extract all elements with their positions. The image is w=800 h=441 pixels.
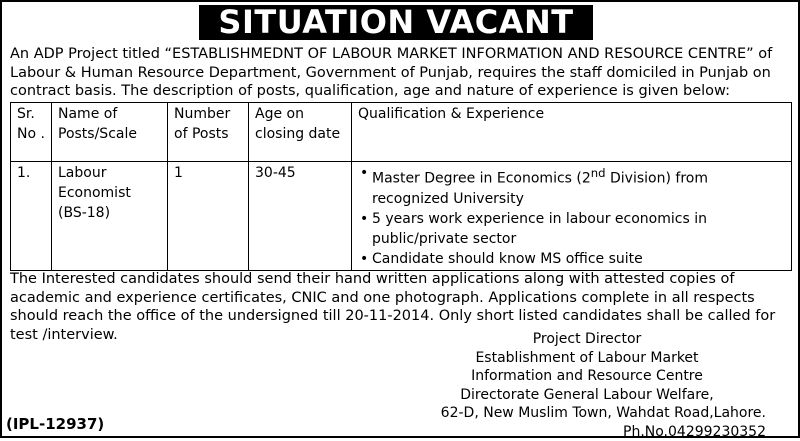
ipl-reference: (IPL-12937) (6, 415, 104, 433)
situation-vacant-banner: SITUATION VACANT (199, 5, 593, 40)
qualification-text: Master Degree in Economics (2 (372, 171, 591, 187)
cell-post-name: Labour Economist (BS-18) (52, 162, 168, 271)
signatory-address: 62-D, New Muslim Town, Wahdat Road,Lahore. (382, 404, 792, 423)
header-age: Age on closing date (249, 103, 352, 162)
qualification-item (372, 163, 785, 209)
signatory-org-line: Information and Resource Centre (382, 367, 792, 386)
table-header-row (11, 103, 792, 162)
cell-number-of-posts: 1 (168, 162, 249, 271)
posts-table (10, 102, 792, 271)
ordinal-suffix: nd (591, 166, 606, 180)
qualification-item: • Candidate should know MS office suite (372, 249, 785, 269)
signature-block (382, 330, 792, 441)
cell-sr-no: 1. (11, 162, 52, 271)
signatory-phone: Ph.No.04299230352 (382, 423, 792, 441)
qualification-list (358, 163, 785, 269)
qualification-text: Division) from recognized University (372, 171, 708, 207)
signatory-org-line: Directorate General Labour Welfare, (382, 386, 792, 405)
qualification-item: • 5 years work experience in labour economics in public/private sector (372, 209, 785, 249)
table-row (11, 162, 792, 271)
instructions-paragraph: The Interested candidates should send their hand written applications along with attested copies of academic and experience certificates, CNIC and one photograph. Applications complete in all respects should reach the office of the undersigned till 20-11-2014. Only short listed candidates shall be called for test /interview. (10, 270, 794, 344)
signatory-title: Project Director (382, 330, 792, 349)
cell-qualification (352, 162, 792, 271)
signatory-org-line: Establishment of Labour Market (382, 349, 792, 368)
intro-paragraph: An ADP Project titled “ESTABLISHMEDNT OF LABOUR MARKET INFORMATION AND RESOURCE CENTRE” of Labour & Human Resource Department, Government of Punjab, requires the staff domiciled in Punjab on contract basis. The description of posts, qualification, age and nature of experience is given below: (10, 45, 794, 101)
cell-age: 30-45 (249, 162, 352, 271)
header-post-name: Name of Posts/Scale (52, 103, 168, 162)
header-number-of-posts: Number of Posts (168, 103, 249, 162)
header-sr-no: Sr. No . (11, 103, 52, 162)
header-qualification: Qualification & Experience (352, 103, 792, 162)
